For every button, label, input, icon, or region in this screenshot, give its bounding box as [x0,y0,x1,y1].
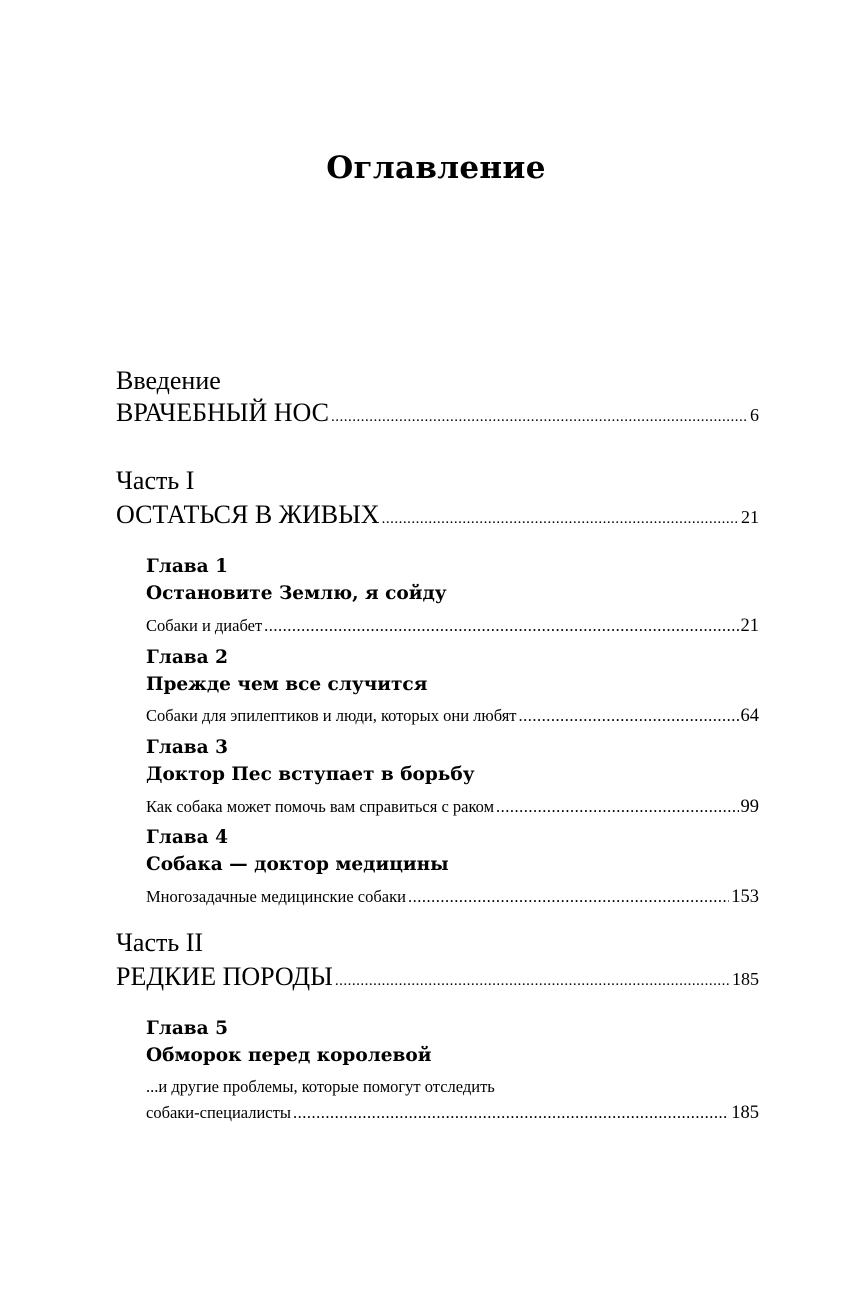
page-number: 185 [731,1103,759,1123]
toc-entry-intro[interactable] [116,398,759,428]
toc-entry-chapter-1[interactable] [146,616,759,637]
page-number: 153 [731,887,759,907]
chapter-4-title: Собака — доктор медицины [146,854,449,875]
part-2-label: Часть II [116,928,204,957]
dot-leader [264,616,738,636]
dot-leader [335,973,730,990]
chapter-5-desc-line-1: ...и другие проблемы, которые помогут отследить [146,1077,495,1096]
chapter-3-title: Доктор Пес вступает в борьбу [146,764,475,785]
chapter-4-label: Глава 4 [146,827,228,848]
dot-leader [382,511,739,528]
part-2-title: РЕДКИЕ ПОРОДЫ [116,962,333,991]
chapter-2-desc: Собаки для эпилептиков и люди, которых они любят [146,706,517,725]
toc-entry-part-2[interactable] [116,962,759,992]
intro-title: ВРАЧЕБНЫЙ НОС [116,398,329,427]
page-number: 99 [740,797,759,817]
toc-entry-chapter-4[interactable] [146,887,759,908]
toc-entry-chapter-5[interactable] [146,1103,759,1124]
part-1-title: ОСТАТЬСЯ В ЖИВЫХ [116,500,380,529]
toc-entry-chapter-3[interactable] [146,797,759,818]
chapter-2-title: Прежде чем все случится [146,674,428,695]
page-title: Оглавление [326,150,546,186]
chapter-5-desc: собаки-специалисты [146,1103,291,1122]
chapter-2-label: Глава 2 [146,647,228,668]
chapter-1-label: Глава 1 [146,556,228,577]
chapter-1-title: Остановите Землю, я сойду [146,583,447,604]
chapter-5-label: Глава 5 [146,1018,228,1039]
page-number: 185 [732,969,759,989]
chapter-4-desc: Многозадачные медицинские собаки [146,887,406,906]
page-number: 21 [740,616,759,636]
chapter-5-title: Обморок перед королевой [146,1045,432,1066]
chapter-1-desc: Собаки и диабет [146,616,263,635]
chapter-3-label: Глава 3 [146,737,228,758]
page-number: 21 [741,507,759,527]
chapter-3-desc: Как собака может помочь вам справиться с раком [146,797,495,816]
dot-leader [293,1103,729,1123]
toc-entry-part-1[interactable] [116,500,759,530]
page-number: 64 [740,706,759,726]
dot-leader [496,797,738,817]
dot-leader [519,706,739,726]
page-number: 6 [750,405,759,425]
dot-leader [331,409,748,426]
dot-leader [408,887,729,907]
part-1-label: Часть I [116,466,195,495]
intro-label: Введение [116,366,221,395]
toc-entry-chapter-2[interactable] [146,706,759,727]
